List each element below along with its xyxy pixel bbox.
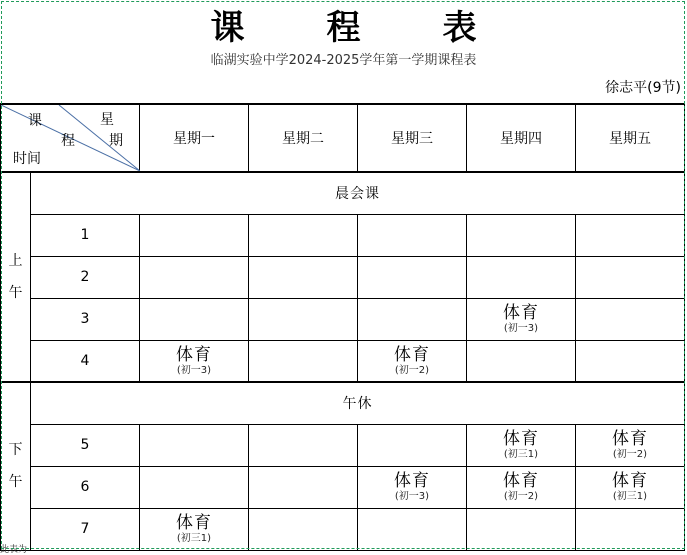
period-row bbox=[1, 256, 685, 298]
schedule-cell[interactable] bbox=[249, 508, 358, 550]
schedule-cell[interactable] bbox=[358, 508, 467, 550]
schedule-cell[interactable] bbox=[140, 214, 249, 256]
morning-label-char: 上 bbox=[8, 253, 23, 269]
schedule-cell[interactable] bbox=[140, 298, 249, 340]
class-name: (初一2) bbox=[394, 364, 430, 376]
schedule-cell[interactable] bbox=[467, 424, 576, 466]
schedule-cell[interactable] bbox=[576, 424, 685, 466]
corner-time-label: 时间 bbox=[13, 151, 41, 167]
day-header: 星期一 bbox=[140, 104, 249, 172]
period-number: 5 bbox=[31, 424, 140, 466]
schedule-cell[interactable] bbox=[140, 424, 249, 466]
schedule-cell[interactable] bbox=[249, 298, 358, 340]
class-name: (初一2) bbox=[612, 449, 648, 460]
day-header: 星期四 bbox=[467, 104, 576, 172]
morning-label-cell bbox=[1, 172, 31, 382]
day-header: 星期二 bbox=[249, 104, 358, 172]
course-name: 体育 bbox=[503, 471, 539, 491]
morning-label-char: 午 bbox=[8, 285, 23, 301]
corner-week-char: 星 bbox=[100, 112, 114, 128]
schedule-cell[interactable] bbox=[576, 256, 685, 298]
page-title bbox=[0, 2, 687, 54]
course-name: 体育 bbox=[176, 513, 212, 533]
corner-header-cell bbox=[1, 104, 140, 172]
schedule-cell[interactable] bbox=[249, 256, 358, 298]
title-char: 程 bbox=[326, 8, 361, 48]
schedule-cell[interactable] bbox=[467, 214, 576, 256]
class-name: (初一3) bbox=[394, 491, 430, 502]
corner-week-char: 期 bbox=[109, 133, 123, 149]
schedule-cell[interactable] bbox=[576, 508, 685, 550]
period-number: 2 bbox=[31, 256, 140, 298]
schedule-cell[interactable] bbox=[467, 340, 576, 382]
schedule-cell[interactable] bbox=[358, 340, 467, 382]
course-name: 体育 bbox=[394, 471, 430, 491]
course-name: 体育 bbox=[394, 344, 430, 365]
period-number: 1 bbox=[31, 214, 140, 256]
day-header: 星期五 bbox=[576, 104, 685, 172]
schedule-cell[interactable] bbox=[467, 256, 576, 298]
footer-note: 此表为 bbox=[0, 545, 28, 555]
course-name: 体育 bbox=[612, 429, 648, 449]
period-number: 3 bbox=[31, 298, 140, 340]
schedule-cell[interactable] bbox=[249, 424, 358, 466]
corner-course-char: 程 bbox=[61, 133, 75, 149]
schedule-table bbox=[0, 103, 685, 551]
period-row bbox=[1, 466, 685, 508]
period-row bbox=[1, 340, 685, 382]
class-name: (初三1) bbox=[503, 449, 539, 460]
morning-meeting-banner: 晨会课 bbox=[31, 172, 685, 214]
schedule-cell[interactable] bbox=[249, 466, 358, 508]
afternoon-label-cell bbox=[1, 382, 31, 550]
noon-rest-banner: 午休 bbox=[31, 382, 685, 424]
schedule-cell[interactable] bbox=[358, 256, 467, 298]
day-header: 星期三 bbox=[358, 104, 467, 172]
schedule-cell[interactable] bbox=[467, 466, 576, 508]
schedule-cell[interactable] bbox=[140, 508, 249, 550]
title-char: 课 bbox=[210, 8, 245, 48]
teacher-name: 徐志平(9节) bbox=[605, 80, 681, 96]
class-name: (初三1) bbox=[176, 533, 212, 544]
schedule-cell[interactable] bbox=[249, 340, 358, 382]
period-number: 4 bbox=[31, 340, 140, 382]
course-name: 体育 bbox=[503, 303, 539, 323]
course-name: 体育 bbox=[176, 344, 212, 365]
schedule-cell[interactable] bbox=[576, 340, 685, 382]
class-name: (初三1) bbox=[612, 491, 648, 502]
period-number: 6 bbox=[31, 466, 140, 508]
schedule-cell[interactable] bbox=[467, 508, 576, 550]
title-char: 表 bbox=[442, 8, 477, 48]
class-name: (初一3) bbox=[503, 323, 539, 334]
period-row bbox=[1, 424, 685, 466]
schedule-cell[interactable] bbox=[140, 256, 249, 298]
class-name: (初一3) bbox=[176, 364, 212, 376]
schedule-cell[interactable] bbox=[249, 214, 358, 256]
schedule-cell[interactable] bbox=[358, 424, 467, 466]
course-name: 体育 bbox=[612, 471, 648, 491]
schedule-cell[interactable] bbox=[140, 466, 249, 508]
class-name: (初一2) bbox=[503, 491, 539, 502]
afternoon-label-char: 午 bbox=[8, 474, 23, 491]
schedule-cell[interactable] bbox=[358, 466, 467, 508]
schedule-cell[interactable] bbox=[576, 214, 685, 256]
schedule-cell[interactable] bbox=[140, 340, 249, 382]
page-subtitle: 临湖实验中学2024-2025学年第一学期课程表 bbox=[210, 53, 477, 68]
corner-course-char: 课 bbox=[28, 113, 42, 129]
schedule-cell[interactable] bbox=[358, 298, 467, 340]
afternoon-label-char: 下 bbox=[8, 442, 23, 459]
schedule-cell[interactable] bbox=[358, 214, 467, 256]
period-row bbox=[1, 214, 685, 256]
schedule-cell[interactable] bbox=[576, 298, 685, 340]
period-row bbox=[1, 298, 685, 340]
period-row bbox=[1, 508, 685, 550]
period-number: 7 bbox=[31, 508, 140, 550]
course-name: 体育 bbox=[503, 429, 539, 449]
schedule-cell[interactable] bbox=[467, 298, 576, 340]
schedule-cell[interactable] bbox=[576, 466, 685, 508]
